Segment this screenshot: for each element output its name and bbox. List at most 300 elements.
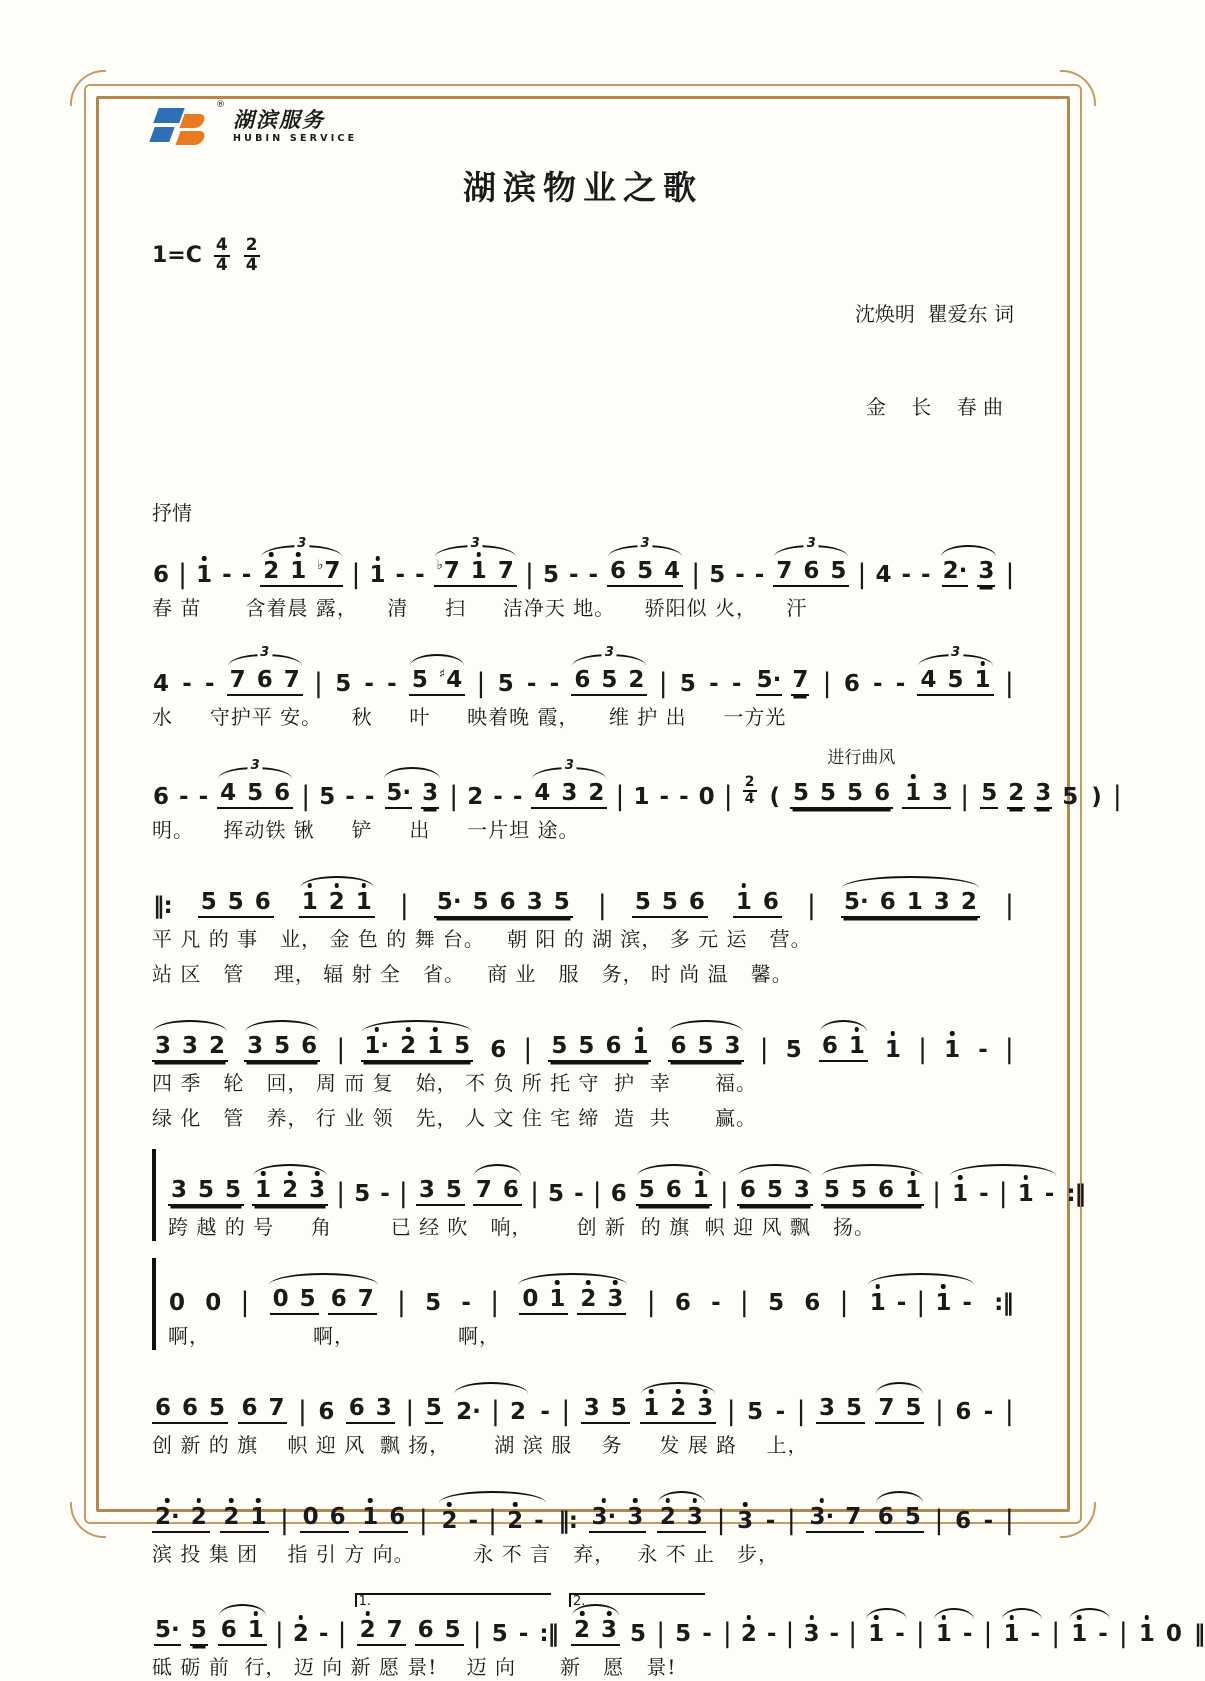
note-glyph: 2 (740, 1621, 757, 1648)
note-glyph: 5· (385, 782, 412, 809)
note-glyph: 5 (542, 562, 559, 588)
note-glyph: - (766, 1621, 777, 1648)
note-glyph: 0 (1165, 1621, 1182, 1648)
note-glyph: 5 (697, 1033, 714, 1060)
note-glyph: 5 (785, 1037, 802, 1064)
barline-glyph: | (839, 1287, 849, 1319)
note-glyph: - (364, 671, 374, 697)
beam-group (270, 1288, 319, 1315)
note-glyph: 4 (153, 671, 170, 697)
barline-glyph: | (646, 1287, 656, 1319)
note-glyph: - (765, 1508, 776, 1535)
note-glyph: 3 (561, 780, 578, 807)
note-glyph: 3 (793, 1177, 810, 1204)
note-glyph: 6 (762, 889, 779, 916)
note-glyph: 6 (220, 1617, 237, 1644)
note-glyph: 5 (679, 671, 696, 697)
note-glyph: 5 (425, 1290, 442, 1317)
lyrics-line: 滨 投 集 团 指 引 方 向。 永 不 言 弃， 永 不 止 步， (152, 1542, 780, 1567)
note-glyph: 1 (848, 1033, 865, 1060)
sharp-icon: ♯ (438, 667, 446, 682)
note-glyph: 5 (601, 667, 618, 693)
lyrics-line: 绿 化 管 养， 行 业 领 先， 人 文 住 宅 缔 造 共 赢。 (152, 1106, 758, 1131)
note-glyph: 2 (588, 780, 605, 807)
note-glyph: 6 (821, 1033, 838, 1060)
note-glyph: 6 (301, 1033, 318, 1060)
notes-row (152, 639, 1014, 699)
note-glyph: 1 (904, 1177, 921, 1204)
beam-group (220, 1506, 269, 1533)
note-glyph: 7 (283, 667, 300, 693)
notes-row (152, 530, 1015, 590)
note-glyph: 6 (877, 1504, 894, 1531)
note-glyph: - (198, 784, 209, 811)
note-glyph: 6 (348, 1395, 365, 1422)
note-glyph: 5 (675, 1621, 692, 1648)
note-glyph: 6 (879, 889, 896, 916)
note-glyph: 2 (292, 1621, 309, 1648)
note-glyph: 1 (935, 1621, 952, 1648)
barline-glyph: | (719, 1178, 729, 1210)
beam-group (1136, 1623, 1185, 1646)
volta-bracket (355, 1594, 561, 1650)
note-glyph: 7 (776, 558, 793, 584)
note-glyph: 2 (580, 1286, 597, 1313)
barline-glyph: | (1004, 668, 1014, 699)
note-glyph: 5 (980, 782, 998, 809)
note-glyph: ‖: (558, 1508, 577, 1535)
note-glyph: 1 (470, 558, 487, 584)
beam-group (198, 891, 274, 918)
note-glyph: 1 (250, 1504, 267, 1531)
note-glyph: 6 (490, 1037, 507, 1064)
note-glyph: 6 (665, 1177, 682, 1204)
note-glyph: 2 (209, 1033, 226, 1060)
note-glyph: 1 (884, 1037, 901, 1064)
note-glyph: ‖ (1193, 1621, 1205, 1648)
note-glyph: 5 (299, 1286, 316, 1313)
note-glyph: 0 (522, 1286, 539, 1313)
volta-number: 1. (358, 1594, 371, 1610)
tuplet-number: 3 (804, 537, 819, 550)
note-glyph: 6 (182, 1395, 199, 1422)
hubin-logo-icon (152, 106, 208, 150)
note-glyph: ) (1091, 784, 1102, 811)
beam-group (978, 782, 1081, 809)
lyrics-line: 水 守护平 安。 秋 叶 映着晚 霞， 维 护 出 一方光 (152, 705, 787, 729)
note-glyph: 2 (960, 889, 977, 916)
score (152, 530, 1205, 1681)
beam-group (733, 891, 782, 918)
note-glyph: 5 (425, 1397, 443, 1424)
note-glyph: 2 (467, 784, 484, 811)
note-glyph: 4 (875, 562, 892, 588)
barline-glyph: | (597, 890, 607, 922)
note-glyph: 5 (768, 1290, 785, 1317)
note-glyph: - (983, 1508, 994, 1535)
slur-group (657, 1506, 706, 1533)
note-glyph: 6 (610, 1181, 627, 1208)
note-glyph: 3 (697, 1395, 714, 1422)
meter-numerator: 2 (744, 774, 755, 790)
notes-row (152, 748, 1122, 813)
beam-group (632, 891, 708, 918)
slur-group (933, 1623, 976, 1646)
note-glyph: 3 (309, 1177, 326, 1204)
barline-glyph: | (398, 1178, 408, 1210)
barline-glyph: | (1004, 1505, 1014, 1537)
note-glyph: - (702, 1621, 712, 1648)
note-glyph: 5 (225, 1177, 242, 1204)
note-glyph: 6 (274, 780, 291, 807)
note-glyph: 6 (241, 1395, 258, 1422)
note-glyph: 1 (196, 562, 213, 588)
note-glyph: 1 (692, 1177, 709, 1204)
note-glyph: 3 (627, 1504, 644, 1531)
beam-group (357, 1619, 406, 1646)
barline-glyph: | (396, 1287, 406, 1319)
note-glyph: 5· (436, 889, 462, 916)
note-glyph: - (775, 1399, 786, 1426)
note-glyph: 2 (400, 1033, 417, 1060)
note-glyph: 5 (630, 1621, 647, 1648)
notes-row (168, 1149, 1086, 1210)
note-glyph: - (873, 671, 883, 697)
barline-glyph: | (915, 1618, 925, 1650)
note-glyph: 2 (507, 1508, 524, 1535)
note-glyph: 6 (153, 562, 170, 588)
note-glyph: 6 (804, 1290, 821, 1317)
lyrics-line: 创 新 的 旗 帜 迎 风 飘 扬， 湖 滨 服 务 发 展 路 上， (152, 1433, 809, 1458)
slur-group (1068, 1623, 1111, 1646)
beam-group (152, 1506, 210, 1533)
note-glyph: 5 (444, 1617, 461, 1644)
note-glyph: - (387, 671, 397, 697)
barline-glyph: | (274, 1618, 284, 1650)
barline-glyph: | (1004, 890, 1014, 922)
note-glyph: 5 (661, 889, 678, 916)
credits (855, 237, 1014, 485)
logo-brand-cn: 湖滨服务 (233, 107, 325, 132)
slur-group (640, 1397, 716, 1424)
note-glyph: 1 (1017, 1181, 1034, 1208)
note-glyph: 7 (386, 1617, 403, 1644)
note-glyph: 5 (227, 889, 244, 916)
lyrics-line: 站 区 管 理， 辐 射 全 省。 商 业 服 务， 时 尚 温 馨。 (152, 962, 793, 987)
note-glyph: - (896, 1290, 907, 1317)
note-glyph: 1 (369, 562, 386, 588)
barline-glyph: | (336, 1178, 346, 1210)
slur-group (865, 1623, 908, 1646)
barline-glyph: | (488, 1505, 498, 1537)
barline-glyph: | (934, 1505, 944, 1537)
note-glyph: 5 (709, 562, 726, 588)
note-glyph: 1 (935, 1290, 952, 1317)
tempo-marking: 抒情 (152, 501, 192, 525)
note-glyph: 3 (803, 1621, 820, 1648)
note-glyph: - (493, 784, 503, 811)
frame-corner-ornament (1060, 70, 1096, 106)
note-glyph: 6 (318, 1399, 335, 1426)
beam-group (415, 1619, 464, 1646)
barline-glyph: | (983, 1618, 993, 1650)
note-glyph: 6 (955, 1508, 972, 1535)
barline-glyph: | (916, 1287, 926, 1319)
note-glyph: 5 (766, 1177, 783, 1204)
barline-glyph: | (490, 1396, 500, 1428)
tuplet-number: 3 (257, 646, 272, 659)
note-glyph: :‖ (539, 1621, 559, 1648)
barline-glyph: | (960, 781, 970, 813)
beam-group (152, 1397, 228, 1424)
note-glyph: 6 (574, 667, 591, 693)
slur-group (361, 1035, 473, 1062)
note-glyph: - (588, 562, 599, 588)
slur-group (434, 536, 517, 587)
note-glyph: - (735, 562, 745, 588)
beam-group (328, 1288, 377, 1315)
meta-row (152, 237, 1014, 485)
slur-group (218, 1619, 267, 1646)
slur-group (299, 891, 375, 918)
note-glyph: 6 (417, 1617, 434, 1644)
note-glyph: 3 (737, 1508, 754, 1535)
slur-group (1001, 1623, 1044, 1646)
beam-group (767, 748, 1105, 813)
note-glyph: - (1030, 1621, 1041, 1648)
slur-group (260, 536, 343, 587)
note-glyph: 3 (583, 1395, 600, 1422)
note-glyph: 6 (610, 558, 627, 584)
slur-group (217, 758, 293, 809)
notes-row (152, 1005, 1014, 1066)
note-glyph: 5 (454, 1033, 471, 1060)
barline-glyph: | (1112, 781, 1122, 813)
barline-glyph: | (615, 781, 625, 813)
note-glyph: 3 (977, 560, 995, 587)
composer-credit: 金 长 春 曲 (865, 395, 1004, 419)
slur-group (737, 1179, 813, 1206)
note-glyph: - (415, 562, 425, 588)
note-glyph: - (318, 1621, 329, 1648)
lyrics-line: 春 苗 含着晨 露， 清 扫 洁净天 地。 骄阳似 火， 汗 (152, 596, 808, 620)
note-glyph: 6 (256, 667, 273, 693)
note-glyph: 2 (328, 889, 345, 916)
barline-glyph: | (279, 1505, 290, 1537)
barline-glyph: | (932, 1178, 942, 1210)
note-glyph: 4 (220, 780, 237, 807)
barline-glyph: | (337, 1618, 347, 1650)
music-line (152, 1149, 1086, 1241)
time-signature-change (743, 775, 757, 806)
note-glyph: - (549, 671, 560, 697)
volta-bracket (569, 1594, 715, 1650)
note-glyph: 3 (421, 782, 439, 809)
barline-glyph: | (691, 559, 701, 590)
flat-icon: ♭ (317, 558, 324, 573)
barline-glyph: | (449, 781, 459, 813)
note-glyph: 0 (698, 784, 715, 811)
frame-corner-ornament (1060, 1502, 1096, 1538)
note-glyph: 1 (974, 667, 991, 693)
note-glyph: 6 (502, 1177, 519, 1204)
note-glyph: - (709, 671, 719, 697)
beam-group (300, 1506, 349, 1533)
barline-glyph: | (472, 1618, 482, 1650)
note-glyph: - (364, 784, 375, 811)
beam-group (548, 1035, 651, 1062)
note-glyph: 1· (364, 1033, 390, 1060)
slur-group (571, 1619, 620, 1646)
note-glyph: 5 (847, 780, 864, 807)
note-glyph: - (182, 671, 192, 697)
slur-group (819, 1035, 868, 1062)
lyrics-line: 明。 挥动铁 锹 铲 出 一片坦 途。 (152, 818, 580, 843)
beam-group (581, 1397, 630, 1424)
note-glyph: - (568, 562, 579, 588)
slur-group (383, 782, 441, 809)
note-glyph: 5 (319, 784, 336, 811)
flat-icon: ♭ (436, 558, 443, 573)
note-glyph: - (962, 1621, 973, 1648)
tuplet-number: 3 (248, 759, 263, 772)
barline-glyph: | (1005, 559, 1015, 590)
barline-glyph: | (822, 668, 832, 699)
note-glyph: - (468, 1508, 479, 1535)
barline-glyph: | (857, 559, 867, 590)
barline-glyph: | (759, 1034, 769, 1066)
note-glyph: 3 (607, 1286, 624, 1313)
note-glyph: 1 (1138, 1621, 1155, 1648)
slur-group (668, 1035, 744, 1062)
beam-group (902, 782, 951, 809)
lyricist-credit: 沈焕明 瞿爱东 词 (854, 302, 1014, 326)
barline-glyph: | (934, 1396, 944, 1428)
barline-glyph: | (529, 1178, 540, 1210)
note-glyph: - (901, 562, 912, 588)
barline-glyph: | (561, 1396, 571, 1428)
style-label: 进行曲风 (827, 748, 896, 769)
music-line (152, 1005, 1014, 1132)
note-glyph: 6 (843, 671, 860, 697)
note-glyph: 6 (877, 1177, 894, 1204)
slur-group (607, 536, 683, 587)
note-glyph: 2 (1007, 782, 1025, 809)
note-glyph: 7 (229, 667, 246, 693)
music-line (152, 748, 1122, 844)
note-glyph: 5 (209, 1395, 226, 1422)
note-glyph: 1 (247, 1617, 264, 1644)
note-glyph: 5 (638, 1177, 655, 1204)
note-glyph: 5 (947, 667, 964, 693)
note-glyph: 5 (830, 558, 847, 584)
beam-group (359, 1506, 408, 1533)
note-glyph: 3 (933, 889, 950, 916)
slur-group (453, 1396, 529, 1428)
note-glyph: 6 (955, 1399, 972, 1426)
lyrics-line: 啊， 啊， 啊， (168, 1324, 501, 1349)
note-glyph: 2 (263, 558, 280, 584)
beam-group (577, 1288, 626, 1315)
note-glyph: - (461, 1290, 471, 1317)
note-glyph: 5· (756, 669, 783, 696)
note-glyph: 1 (905, 780, 922, 807)
note-glyph: :‖ (994, 1290, 1013, 1317)
beam-group (238, 1397, 287, 1424)
note-glyph: 5 (354, 1181, 371, 1208)
note-glyph: - (526, 671, 537, 697)
tuplet-number: 3 (602, 646, 617, 659)
note-glyph: 3 (247, 1033, 264, 1060)
note-glyph: 5 (1062, 784, 1079, 811)
note-glyph: 5 (198, 1177, 215, 1204)
music-line (152, 1585, 1205, 1681)
barline-glyph: | (301, 781, 311, 813)
note-glyph: 1 (869, 1290, 886, 1317)
note-glyph: 2 (574, 1617, 591, 1644)
note-glyph: 5 (820, 780, 837, 807)
note-glyph: 5 (637, 558, 654, 584)
note-glyph: - (222, 562, 232, 588)
note-glyph: 5 (793, 780, 810, 807)
note-glyph: 1 (1003, 1621, 1020, 1648)
barline-glyph: | (490, 1287, 500, 1319)
note-glyph: 3 (375, 1395, 392, 1422)
note-glyph: - (204, 671, 215, 697)
barline-glyph: | (399, 890, 409, 922)
beam-group (816, 1397, 865, 1424)
note-glyph: 3· (809, 1504, 835, 1531)
frame-corner-ornament (70, 70, 106, 106)
note-glyph: 2· (155, 1504, 180, 1531)
note-glyph: 5 (472, 889, 489, 916)
note-glyph: 2 (670, 1395, 687, 1422)
note-glyph: 6 (874, 780, 891, 807)
barline-glyph: | (796, 1396, 806, 1428)
meter-denominator: 4 (744, 790, 755, 807)
music-line (152, 1367, 1014, 1459)
note-glyph: - (380, 1181, 390, 1208)
barline-glyph: | (418, 1505, 428, 1537)
slur-group (773, 536, 849, 587)
slur-group (473, 1179, 522, 1206)
barline-glyph: | (405, 1396, 415, 1428)
barline-glyph: | (476, 668, 486, 699)
note-glyph: 1 (633, 784, 650, 811)
note-glyph: 5 (904, 1504, 921, 1531)
note-glyph: 0 (205, 1290, 222, 1317)
barline-glyph: | (656, 1618, 666, 1650)
barline-glyph: | (723, 781, 733, 813)
note-glyph: - (659, 784, 670, 811)
barline-glyph: | (1118, 1618, 1128, 1650)
barline-glyph: | (785, 1618, 795, 1650)
note-glyph: 1 (952, 1181, 969, 1208)
note-glyph: - (512, 784, 523, 811)
barline-glyph: | (524, 559, 534, 590)
note-glyph: - (179, 784, 189, 811)
beam-group (434, 891, 573, 918)
note-glyph: ♭7 (436, 558, 460, 584)
slur-group (227, 645, 303, 696)
beam-group (416, 1179, 465, 1206)
note-glyph: 5 (846, 1395, 863, 1422)
note-glyph: 5 (190, 1619, 208, 1646)
lyrics-line: 砥 砺 前 行， 迈 向 新 愿 景! 迈 向 新 愿 景! (152, 1655, 677, 1680)
note-glyph: 6 (389, 1504, 406, 1531)
note-glyph: 5 (548, 1181, 565, 1208)
note-glyph: 1 (632, 1033, 649, 1060)
